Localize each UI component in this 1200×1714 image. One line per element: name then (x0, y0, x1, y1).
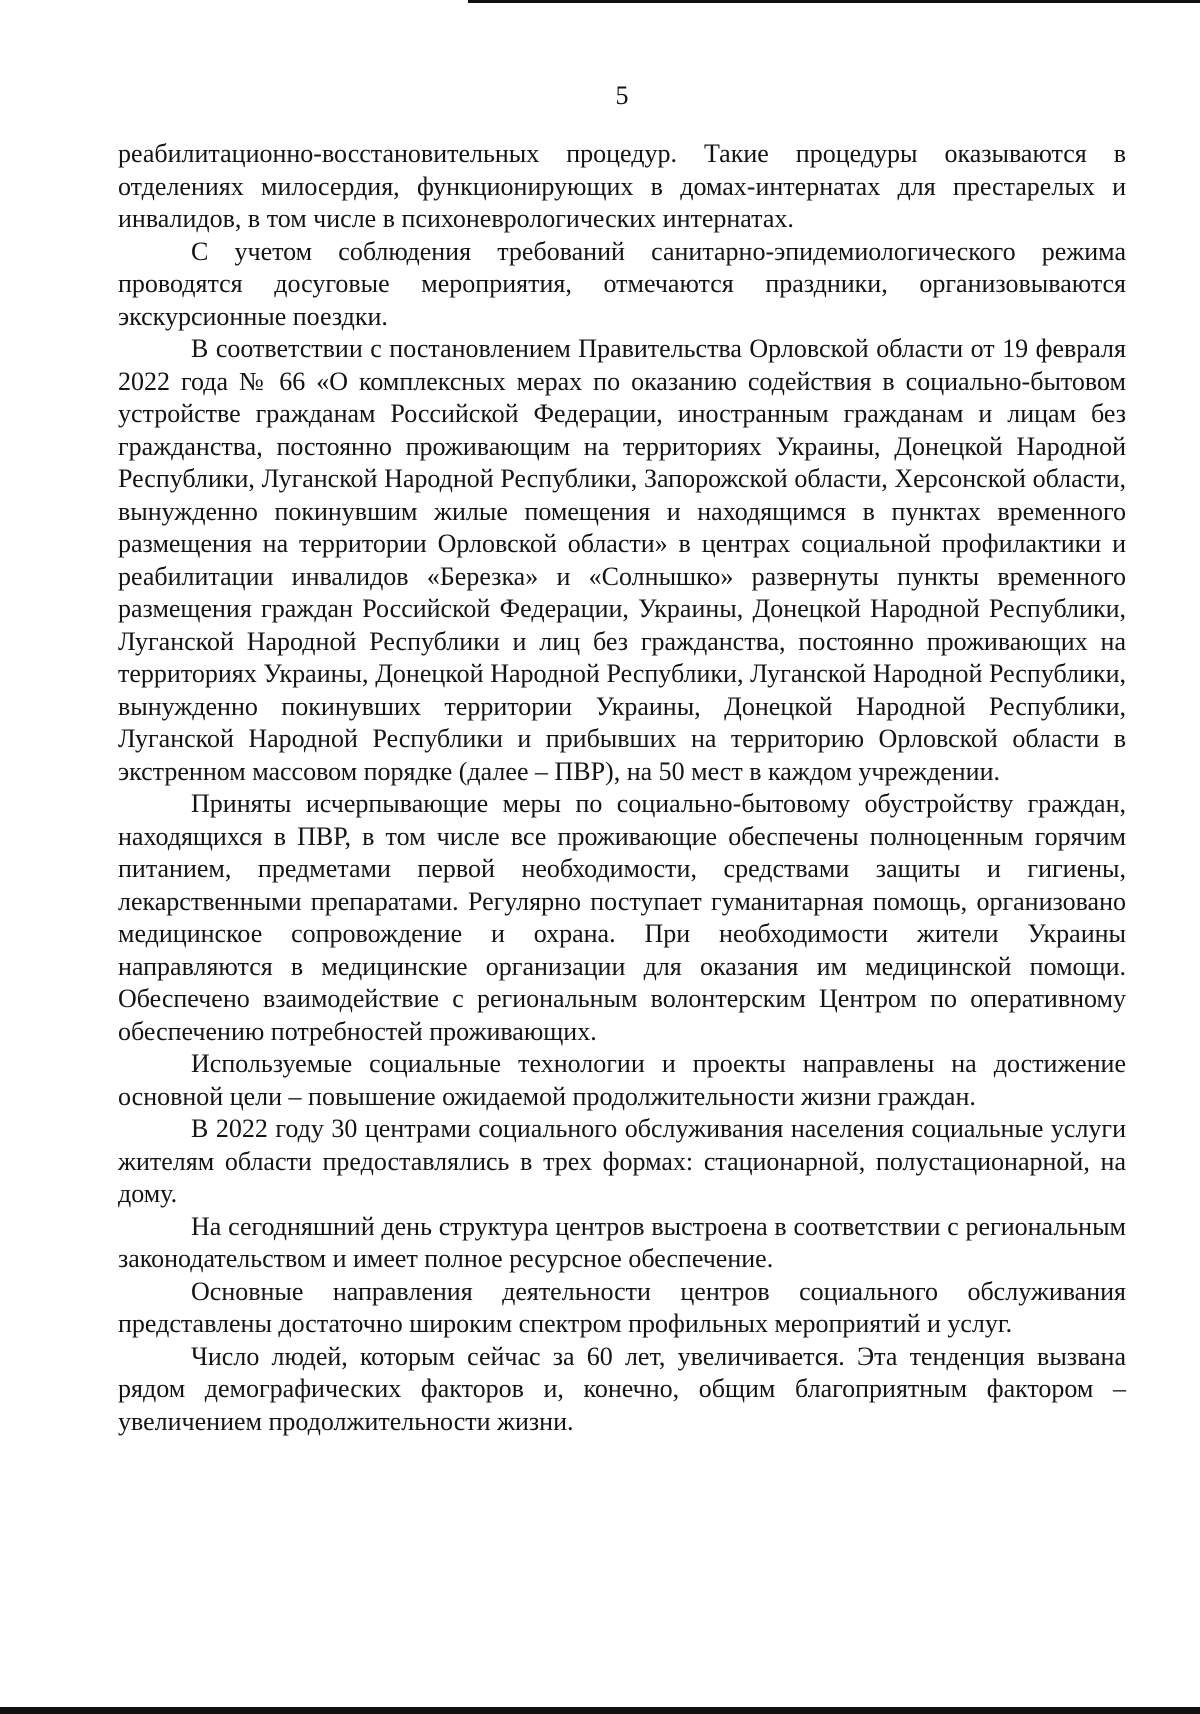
page-number: 5 (615, 81, 629, 110)
paragraph: В соответствии с постановлением Правительства Орловской области от 19 февраля 2022 года № 66 «О комплексных мерах по оказанию содействия в социально-бытовом устройстве гражданам Российской Федерации, иностранным гражданам и лицам без гражданства, постоянно проживающим на территориях Украины, Донецкой Народной Республики, Луганской Народной Республики, Запорожской области, Херсонской области, вынужденно покинувшим жилые помещения и находящимся в пунктах временного размещения на территории Орловской области» в центрах социальной профилактики и реабилитации инвалидов «Березка» и «Солнышко» развернуты пункты временного размещения граждан Российской Федерации, Украины, Донецкой Народной Республики, Луганской Народной Республики и лиц без гражданства, постоянно проживающих на территориях Украины, Донецкой Народной Республики, Луганской Народной Республики, вынужденно покинувших территории Украины, Донецкой Народной Республики, Луганской Народной Республики и прибывших на территорию Орловской области в экстренном массовом порядке (далее – ПВР), на 50 мест в каждом учреждении. (118, 334, 1126, 786)
document-body (118, 138, 1126, 1438)
paragraph: Число людей, которым сейчас за 60 лет, увеличивается. Эта тенденция вызвана рядом демографических факторов и, конечно, общим благоприятным фактором – увеличением продолжительности жизни. (118, 1341, 1126, 1436)
scan-edge-top (468, 0, 1200, 3)
paragraph: Основные направления деятельности центров социального обслуживания представлены достаточно широким спектром профильных мероприятий и услуг. (118, 1276, 1126, 1338)
paragraph: Используемые социальные технологии и проекты направлены на достижение основной цели – повышение ожидаемой продолжительности жизни граждан. (118, 1049, 1126, 1111)
paragraph: С учетом соблюдения требований санитарно-эпидемиологического режима проводятся досуговые мероприятия, отмечаются праздники, организовываются экскурсионные поездки. (118, 236, 1126, 331)
scan-edge-bottom (0, 1707, 1200, 1714)
paragraph: В 2022 году 30 центрами социального обслуживания населения социальные услуги жителям области предоставлялись в трех формах: стационарной, полустационарной, на дому. (118, 1114, 1126, 1208)
paragraph: На сегодняшний день структура центров выстроена в соответствии с региональным законодательством и имеет полное ресурсное обеспечение. (118, 1211, 1126, 1273)
paragraph: Приняты исчерпывающие меры по социально-бытовому обустройству граждан, находящихся в ПВР, в том числе все проживающие обеспечены полноценным горячим питанием, предметами первой необходимости, средствами защиты и гигиены, лекарственными препаратами. Регулярно поступает гуманитарная помощь, организовано медицинское сопровождение и охрана. При необходимости жители Украины направляются в медицинские организации для оказания им медицинской помощи. Обеспечено взаимодействие с региональным волонтерским Центром по оперативному обеспечению потребностей проживающих. (118, 789, 1126, 1046)
paragraph: реабилитационно-восстановительных процедур. Такие процедуры оказываются в отделениях милосердия, функционирующих в домах-интернатах для престарелых и инвалидов, в том числе в психоневрологических интернатах. (118, 139, 1126, 233)
